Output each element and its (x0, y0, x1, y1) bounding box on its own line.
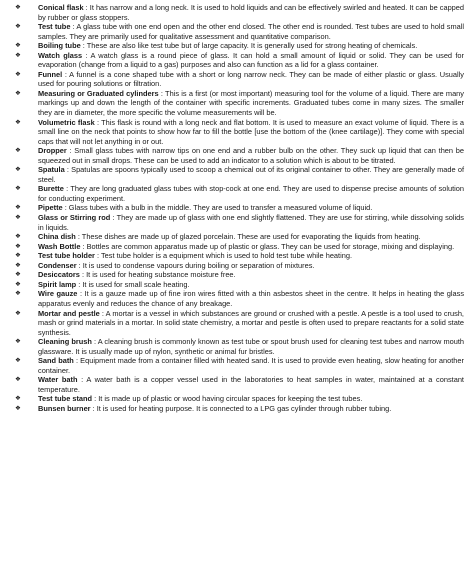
item-text (38, 404, 464, 414)
item-term: Watch glass (38, 50, 83, 60)
list-item (12, 51, 464, 70)
item-term: Volumetric flask (38, 117, 95, 127)
item-term: Spirit lamp (38, 279, 77, 289)
list-item (12, 375, 464, 394)
item-description: : A funnel is a cone shaped tube with a short or long narrow neck. They can be made of either plastic or glass. Usually used for pouring solutions or filtration. (38, 69, 464, 89)
list-item (12, 251, 464, 261)
list-item (12, 118, 464, 147)
list-item (12, 404, 464, 414)
diamond-bullet-icon: ❖ (15, 271, 21, 279)
item-text (38, 203, 464, 213)
item-description: : It has narrow and a long neck. It is used to hold liquids and can be effectively swirled and heated. It can be capped by rubber or glass stoppers. (38, 3, 465, 22)
item-text (38, 394, 464, 404)
list-item (12, 242, 464, 252)
diamond-bullet-icon: ❖ (15, 166, 21, 174)
diamond-bullet-icon: ❖ (15, 70, 21, 78)
item-term: Test tube holder (38, 251, 95, 261)
list-item (12, 270, 464, 280)
item-term: Sand bath (38, 356, 74, 366)
item-description: : Test tube holder is a equipment which is used to hold test tube while heating. (94, 251, 353, 261)
diamond-bullet-icon: ❖ (15, 89, 21, 97)
list-item (12, 184, 464, 203)
item-term: Desiccators (38, 270, 80, 280)
item-description: : A mortar is a vessel in which substances are ground or crushed with a pestle. A pestle is a tool used to crush, mash or grind materials in a mortar. In solid state chemistry, a mortar and pestle is often used to prepare reactants for a solid state synthesis. (38, 308, 464, 337)
item-text (38, 184, 464, 203)
item-description: : It is used to condense vapours during boiling or separation of mixtures. (76, 260, 315, 270)
item-text (38, 289, 464, 308)
item-term: Wash Bottle (38, 241, 81, 251)
item-description: : Spatulas are spoons typically used to scoop a chemical out of its original container to other. They are generally made of steel. (38, 165, 464, 184)
item-text (38, 165, 464, 184)
item-text (38, 118, 464, 147)
diamond-bullet-icon: ❖ (15, 118, 21, 126)
diamond-bullet-icon: ❖ (15, 338, 21, 346)
list-item (12, 232, 464, 242)
item-description: : It is made up of plastic or wood having circular spaces for keeping the test tubes. (92, 394, 363, 404)
item-description: : A cleaning brush is commonly known as test tube or spout brush used for cleaning test tubes and narrow mouth glassware. It is usually made up of nylon, synthetic or animal fur bristles. (38, 337, 465, 356)
item-text (38, 146, 464, 165)
diamond-bullet-icon: ❖ (15, 233, 21, 241)
item-description: : It is used for heating purpose. It is connected to a LPG gas cylinder through rubber tubing. (90, 403, 392, 413)
item-text (38, 261, 464, 271)
item-term: Water bath (38, 375, 78, 385)
item-text (38, 22, 464, 41)
item-description: : These dishes are made up of glazed porcelain. These are used for evaporating the liquids from heating. (75, 232, 421, 242)
item-term: Dropper (38, 146, 67, 156)
item-term: Wire gauze (38, 289, 78, 299)
list-item (12, 356, 464, 375)
item-description: : It is a gauze made up of fine iron wires fitted with a thin asbestos sheet in the centre. It helps in heating the glass apparatus evenly and reduces the chance of any breakage. (38, 289, 465, 308)
item-text (38, 309, 464, 338)
item-text (38, 375, 464, 394)
item-text (38, 280, 464, 290)
diamond-bullet-icon: ❖ (15, 261, 21, 269)
diamond-bullet-icon: ❖ (15, 395, 21, 403)
diamond-bullet-icon: ❖ (15, 51, 21, 59)
list-item (12, 280, 464, 290)
diamond-bullet-icon: ❖ (15, 404, 21, 412)
item-description: : Glass tubes with a bulb in the middle. They are used to transfer a measured volume of liquid. (62, 203, 373, 213)
list-item (12, 41, 464, 51)
list-item (12, 70, 464, 89)
diamond-bullet-icon: ❖ (15, 185, 21, 193)
item-text (38, 242, 464, 252)
item-text (38, 337, 464, 356)
diamond-bullet-icon: ❖ (15, 23, 21, 31)
item-term: China dish (38, 232, 76, 242)
list-item (12, 3, 464, 22)
item-description: : This flask is round with a long neck and flat bottom. It is used to measure an exact volume of liquid. There is a small line on the neck that points to show how far to fill the bottle [use the bottom of the (knee cartilage)]. They come with special caps that will not let anything in or out. (38, 117, 464, 146)
diamond-bullet-icon: ❖ (15, 357, 21, 365)
diamond-bullet-icon: ❖ (15, 280, 21, 288)
item-term: Boiling tube (38, 41, 81, 51)
item-text (38, 89, 464, 118)
list-item (12, 22, 464, 41)
item-text (38, 51, 464, 70)
item-term: Funnel (38, 69, 63, 79)
diamond-bullet-icon: ❖ (15, 290, 21, 298)
item-term: Test tube stand (38, 394, 93, 404)
diamond-bullet-icon: ❖ (15, 252, 21, 260)
item-text (38, 356, 464, 375)
item-description: : A watch glass is a round piece of glass. It can hold a small amount of liquid or solid. They can be used for evaporation (change from a liquid to a gas) purposes and also can function as a lid for a glass container. (38, 50, 464, 70)
list-item (12, 289, 464, 308)
item-description: : Small glass tubes with narrow tips on one end and a rubber bulb on the other. They suck up liquid that can then be squeezed out in small drops. These can be used to add an indicator to a solution which is about to be titrated. (38, 146, 464, 165)
diamond-bullet-icon: ❖ (15, 42, 21, 50)
item-description: : Bottles are common apparatus made up of plastic or glass. They can be used for storage, mixing and displaying. (80, 241, 455, 251)
item-text (38, 213, 464, 232)
list-item (12, 89, 464, 118)
item-text (38, 251, 464, 261)
list-item (12, 203, 464, 213)
diamond-bullet-icon: ❖ (15, 147, 21, 155)
item-description: : This is a first (or most important) measuring tool for the volume of a liquid. There are many markings up and down the length of the container with specific increments. Graduated tubes come in many sizes. The smaller they are in diameter, the more specific the volume measurements will be. (38, 88, 464, 118)
item-text (38, 3, 464, 22)
item-text (38, 70, 464, 89)
item-term: Spatula (38, 165, 65, 175)
item-text (38, 232, 464, 242)
item-term: Test tube (38, 22, 71, 32)
item-term: Bunsen burner (38, 403, 91, 413)
item-term: Mortar and pestle (38, 308, 100, 318)
item-term: Condenser (38, 260, 77, 270)
list-item (12, 146, 464, 165)
item-description: : These are also like test tube but of large capacity. It is generally used for strong heating of chemicals. (80, 41, 418, 51)
diamond-bullet-icon: ❖ (15, 4, 21, 11)
list-item (12, 309, 464, 338)
item-description: : It is used for heating substance moisture free. (79, 270, 236, 280)
item-description: : They are long graduated glass tubes with stop-cock at one end. They are used to dispense precise amounts of solution for conducting experiment. (38, 184, 464, 203)
list-item (12, 337, 464, 356)
item-term: Pipette (38, 203, 63, 213)
list-item (12, 213, 464, 232)
item-term: Conical flask (38, 3, 84, 12)
list-item (12, 261, 464, 271)
list-item (12, 394, 464, 404)
item-term: Burette (38, 184, 64, 194)
item-description: : It is used for small scale heating. (76, 279, 190, 289)
item-term: Measuring or Graduated cylinders (38, 88, 159, 98)
diamond-bullet-icon: ❖ (15, 204, 21, 212)
item-description: : They are made up of glass with one end slightly flattened. They are use for stirring, while dissolving solids in liquids. (38, 213, 464, 232)
item-term: Glass or Stirring rod (38, 213, 111, 223)
item-description: : A water bath is a copper vessel used in the laboratories to heat samples in water, maintained at a constant temperature. (38, 375, 464, 394)
item-text (38, 41, 464, 51)
item-description: : Equipment made from a container filled with heated sand. It is used to provide even heating, slow heating for another container. (38, 356, 464, 375)
item-description: : A glass tube with one end open and the other end closed. The other end is rounded. Test tubes are used to hold small samples. They are primarily used for qualitative assessment and quantitative comparison. (38, 22, 464, 41)
diamond-bullet-icon: ❖ (15, 242, 21, 250)
diamond-bullet-icon: ❖ (15, 214, 21, 222)
item-term: Cleaning brush (38, 337, 92, 347)
list-item (12, 165, 464, 184)
diamond-bullet-icon: ❖ (15, 309, 21, 317)
item-text (38, 270, 464, 280)
diamond-bullet-icon: ❖ (15, 376, 21, 384)
